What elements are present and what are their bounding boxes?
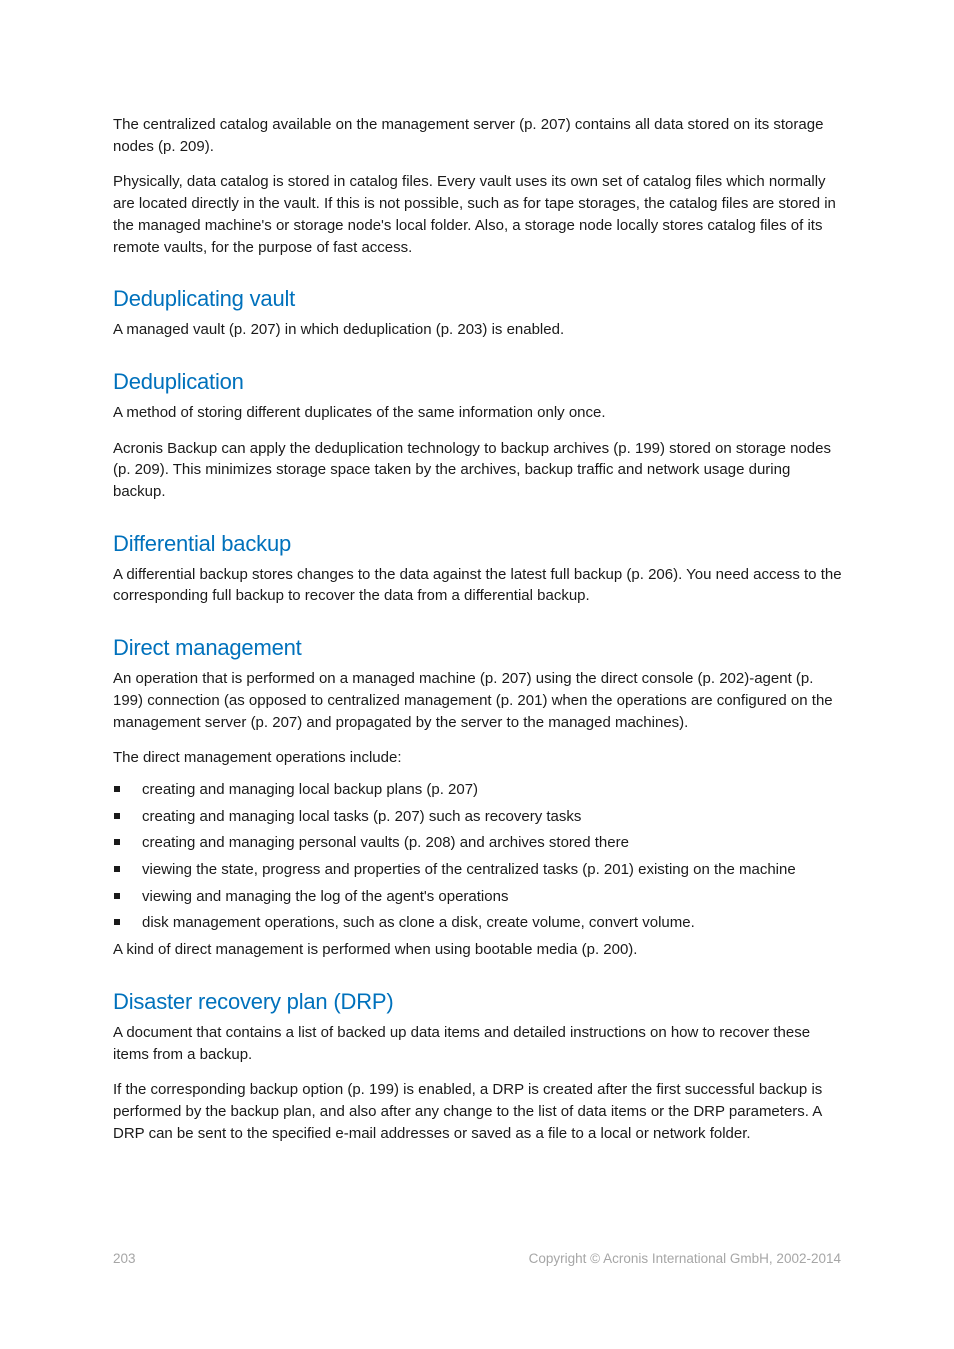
list-item-text: viewing the state, progress and properties of the centralized tasks (p. 201) existing on the machine: [142, 861, 796, 879]
heading-deduplicating-vault: Deduplicating vault: [113, 286, 296, 312]
heading-deduplication: Deduplication: [113, 368, 244, 394]
list-item: [113, 832, 843, 854]
list-item-text: viewing and managing the log of the agent's operations: [142, 887, 509, 905]
list-item: [113, 859, 843, 881]
deduplicating-vault-paragraph: A managed vault (p. 207) in which deduplication (p. 203) is enabled.: [113, 321, 565, 339]
direct-management-paragraph-2: The direct management operations include:: [113, 749, 402, 767]
square-bullet-icon: [114, 839, 120, 845]
square-bullet-icon: [114, 919, 120, 925]
deduplication-paragraph-2: Acronis Backup can apply the deduplication technology to backup archives (p. 199) stored on storage nodes (p. 209). This minimizes storage space taken by the archives, backup traffic and network usage during backup.: [113, 439, 831, 501]
list-item: [113, 779, 843, 801]
square-bullet-icon: [114, 786, 120, 792]
square-bullet-icon: [114, 866, 120, 872]
square-bullet-icon: [114, 813, 120, 819]
drp-paragraph-1: A document that contains a list of backed up data items and detailed instructions on how to recover these items from a backup.: [113, 1023, 811, 1063]
heading-direct-management: Direct management: [113, 635, 302, 661]
page-content: [113, 113, 843, 1144]
square-bullet-icon: [114, 893, 120, 899]
heading-disaster-recovery-plan: Disaster recovery plan (DRP): [113, 988, 394, 1014]
intro-paragraph-1: The centralized catalog available on the management server (p. 207) contains all data stored on its storage nodes (p. 209).: [113, 116, 824, 155]
list-item: [113, 912, 843, 934]
drp-paragraph-2: If the corresponding backup option (p. 199) is enabled, a DRP is created after the first successful backup is performed by the backup plan, and also after any change to the list of data items or the DRP parameters. A DRP can be sent to the specified e-mail addresses or saved as a file to a local or network folder.: [113, 1081, 823, 1142]
page-number: 203: [113, 1251, 136, 1266]
list-item-text: creating and managing local backup plans (p. 207): [142, 780, 479, 798]
heading-differential-backup: Differential backup: [113, 530, 292, 556]
direct-management-operations-list: [113, 779, 843, 934]
differential-backup-paragraph: A differential backup stores changes to the data against the latest full backup (p. 206). You need access to the corresponding full backup to recover the data from a differential backup.: [113, 565, 842, 605]
list-item-text: disk management operations, such as clone a disk, create volume, convert volume.: [142, 914, 695, 932]
list-item-text: creating and managing local tasks (p. 207) such as recovery tasks: [142, 807, 582, 825]
deduplication-paragraph-1: A method of storing different duplicates of the same information only once.: [113, 403, 606, 421]
direct-management-paragraph-1: An operation that is performed on a managed machine (p. 207) using the direct console (p. 202)-agent (p. 199) connection (as opposed to centralized management (p. 201) when the operations are configured on the management server (p. 207) and propagated by the server to the managed machines).: [113, 670, 833, 731]
list-item-text: creating and managing personal vaults (p. 208) and archives stored there: [142, 834, 629, 852]
direct-management-paragraph-3: A kind of direct management is performed when using bootable media (p. 200).: [113, 941, 638, 959]
copyright-notice: Copyright © Acronis International GmbH, 2002-2014: [528, 1251, 841, 1266]
intro-paragraph-2: Physically, data catalog is stored in catalog files. Every vault uses its own set of catalog files which normally are located directly in the vault. If this is not possible, such as for tape storages, the catalog files are stored in the managed machine's or storage node's local folder. Also, a storage node locally stores catalog files of its remote vaults, for the purpose of fast access.: [113, 173, 836, 256]
list-item: [113, 806, 843, 828]
list-item: [113, 886, 843, 908]
